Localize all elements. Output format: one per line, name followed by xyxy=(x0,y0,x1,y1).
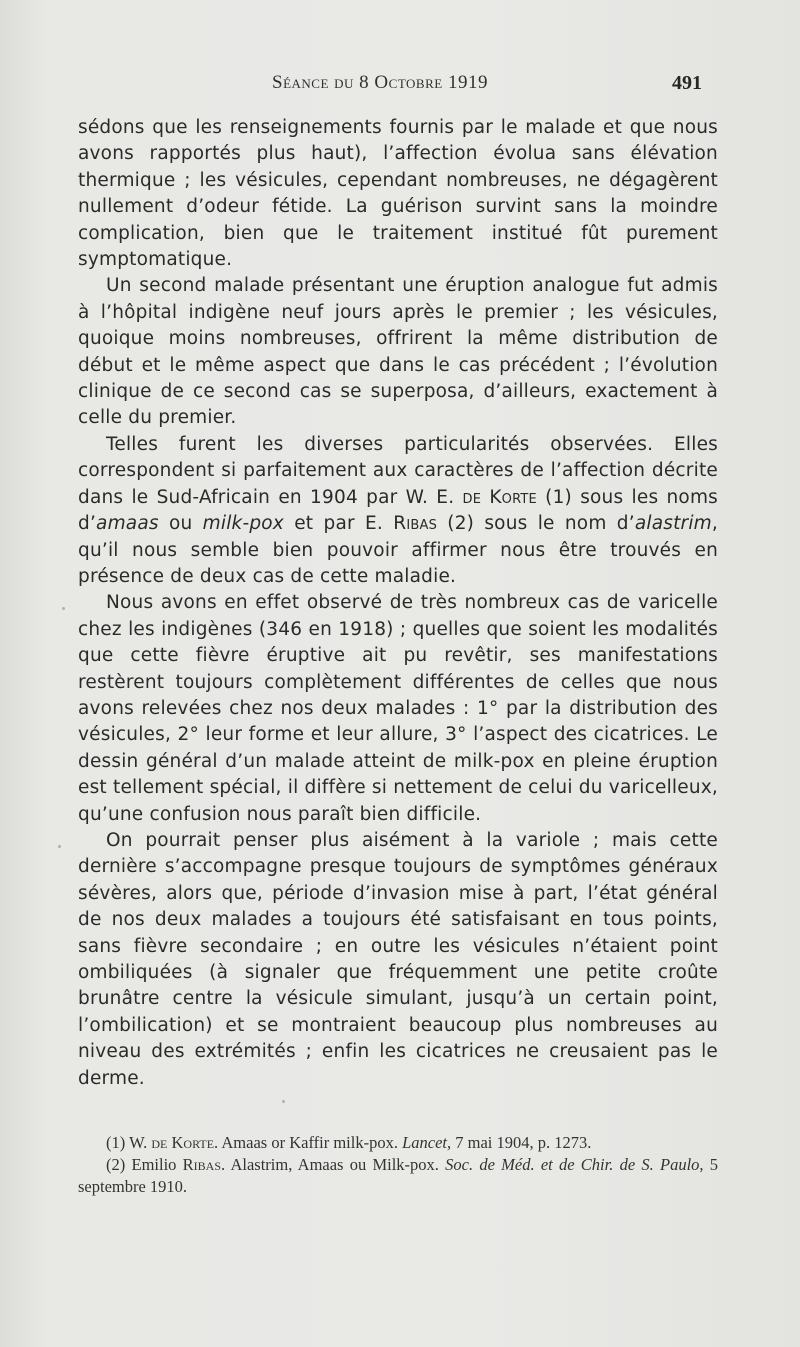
footnote-2-author: Ribas xyxy=(182,1155,222,1174)
footnote-1-author-first: W. xyxy=(129,1133,152,1152)
footnote-2 xyxy=(78,1154,718,1198)
term-alastrim: alastrim xyxy=(634,513,712,535)
paragraph-5: On pourrait penser plus aisément à la variole ; mais cette dernière s’accompagne presque toujours de symptômes généraux sévères, alors que, période d’invasion mise à part, l’état général de nos deux malades a toujours été satisfaisant en tous points, sans fièvre secondaire ; en outre les vésicules n’étaient point ombiliquées (à signaler que fréquemment une petite croûte brunâtre centre la vésicule simulant, jusqu’à un certain point, l’ombilication) et se montraient beaucoup plus nombreuses au niveau des extrémités ; enfin les cicatrices ne creusaient pas le derme. xyxy=(78,829,718,1089)
paper-speck xyxy=(62,607,65,610)
footnote-2-number: (2) xyxy=(106,1155,126,1174)
footnotes xyxy=(78,1132,718,1198)
author-de-korte: de Korte xyxy=(462,486,537,508)
footnote-1 xyxy=(78,1132,718,1154)
term-amaas: amaas xyxy=(96,513,159,535)
paragraph-3-text-e: (2) sous le nom d’ xyxy=(437,513,635,535)
paragraph-3-text-b: (1) sous les noms d’ xyxy=(78,486,719,535)
footnote-1-journal: Lancet, xyxy=(402,1133,452,1152)
footnote-1-details: 7 mai 1904, p. 1273. xyxy=(451,1133,592,1152)
paragraph-3 xyxy=(78,432,718,590)
page-number: 491 xyxy=(672,72,702,94)
paragraph-3-text-f: , qu’il nous semble bien pouvoir affirmer nous être trouvés en présence de deux cas de cette maladie. xyxy=(78,513,718,587)
term-milk-pox: milk-pox xyxy=(202,513,284,535)
running-head: Séance du 8 Octobre 1919 xyxy=(272,72,488,93)
body-text xyxy=(78,115,718,1092)
paragraph-4: Nous avons en effet observé de très nombreux cas de varicelle chez les indigènes (346 en 1918) ; quelles que soient les modalités que cette fièvre éruptive ait pu revêtir, ses manifestations restèrent toujours complètement différentes de celles que nous avons relevées chez nos deux malades : 1° par la distribution des vésicules, 2° leur forme et leur allure, 3° l’aspect des cicatrices. Le dessin général d’un malade atteint de milk-pox en pleine éruption est tellement spécial, il diffère si nettement de celui du varicelleux, qu’une confusion nous paraît bien difficile. xyxy=(78,592,718,825)
paragraph-1: sédons que les renseignements fournis par le malade et que nous avons rapportés plus haut), l’affection évolua sans élévation thermique ; les vésicules, cependant nombreuses, ne dégagèrent nullement d’odeur fétide. La guérison survint sans la moindre complication, bien que le traitement institué fût purement symptomatique. xyxy=(78,117,718,271)
page-header xyxy=(0,72,800,102)
footnote-1-title: . Amaas or Kaffir milk-pox. xyxy=(214,1133,403,1152)
paper-speck xyxy=(282,1100,285,1103)
paragraph-3-text-d: et par E. xyxy=(283,513,394,535)
footnote-2-details: 5 septembre 1910. xyxy=(78,1155,719,1196)
paragraph-3-text-c: ou xyxy=(158,513,203,535)
footnote-1-author: de Korte xyxy=(151,1133,215,1152)
footnote-1-number: (1) xyxy=(106,1133,126,1152)
author-ribas: Ribas xyxy=(393,513,438,535)
footnote-2-author-first: Emilio xyxy=(131,1155,183,1174)
footnote-2-title: . Alastrim, Amaas ou Milk-pox. xyxy=(221,1155,446,1174)
paragraph-2: Un second malade présentant une éruption analogue fut admis à l’hôpital indigène neuf jours après le premier ; les vésicules, quoique moins nombreuses, offrirent la même distribution de début et le même aspect que dans le cas précédent ; l’évolution clinique de ce second cas se superposa, d’ailleurs, exactement à celle du premier. xyxy=(78,275,718,429)
paragraph-3-text-a: Telles furent les diverses particularités observées. Elles correspondent si parfaitement aux caractères de l’affection décrite dans le Sud-Africain en 1904 par W. E. xyxy=(78,433,718,508)
footnote-2-journal: Soc. de Méd. et de Chir. de S. Paulo, xyxy=(445,1155,704,1174)
paper-speck xyxy=(58,845,61,848)
